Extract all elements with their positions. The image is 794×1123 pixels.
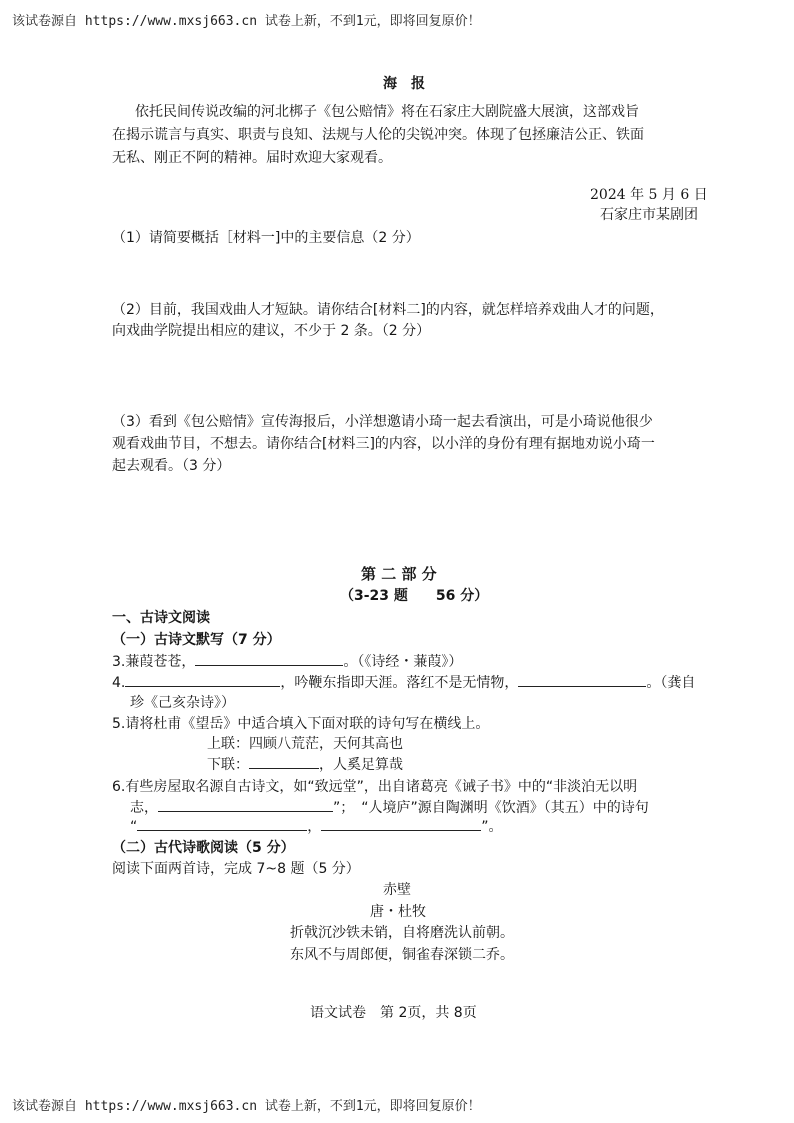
q3-prefix: 3.蒹葭苍苍， [112,654,196,670]
q4-prefix: 4. [112,675,126,691]
q3-suffix: 。（《诗经・蒹葭》） [343,654,463,670]
watermark-url[interactable]: https://www.mxsj663.cn [84,14,258,29]
question-3-dictation [112,652,462,672]
poetry-intro: 阅读下面两首诗，完成 7~8 题（5 分） [112,861,360,877]
question-6-line-1: 6.有些房屋取名源自古诗文，如“致远堂”，出自诸葛亮《诫子书》中的“非淡泊无以明 [112,779,638,795]
q5-answer-blank[interactable] [249,756,319,769]
watermark-promo-bottom: 试卷上新，不到1元，即将回复原价！ [264,1099,481,1114]
question-3-line-2: 观看戏曲节目，不想去。请你结合[材料三]的内容，以小洋的身份有理有据地劝说小琦一 [112,436,655,452]
q6-answer-blank-2[interactable] [137,818,307,831]
q4-mid: ，吟鞭东指即天涯。落红不是无情物， [280,675,519,691]
part2-heading: 第 二 部 分 [361,565,437,583]
question-5: 5.请将杜甫《望岳》中适合填入下面对联的诗句写在横线上。 [112,716,490,732]
poster-body-line-3: 无私、刚正不阿的精神。届时欢迎大家观看。 [112,150,392,166]
watermark-source-label-bottom: 该试卷源自 [12,1099,78,1114]
q4-suffix: 。（龚自 [646,675,696,691]
top-watermark [12,10,481,29]
page-footer: 语文试卷 第 2页，共 8页 [310,1005,477,1021]
question-4-line-2: 珍《己亥杂诗》） [130,695,235,711]
couplet-lower [207,755,403,775]
question-6-line-2 [130,798,649,818]
q4-answer-blank-2[interactable] [518,674,646,687]
question-1: （1）请简要概括［材料一]中的主要信息（2 分） [112,230,420,246]
watermark-url-bottom[interactable]: https://www.mxsj663.cn [84,1099,258,1114]
subsection-poetry-reading: （二）古代诗歌阅读（5 分） [112,840,295,856]
question-4-line-1 [112,673,695,693]
poster-date: 2024 年 5 月 6 日 [590,187,708,203]
q3-answer-blank[interactable] [195,653,343,666]
poem-author: 唐・杜牧 [370,904,426,920]
q6-answer-blank-1[interactable] [158,799,333,812]
watermark-source-label: 该试卷源自 [12,14,78,29]
poem-line-1: 折戟沉沙铁未销，自将磨洗认前朝。 [290,925,514,941]
couplet-upper: 上联：四顾八荒茫，天何其高也 [207,736,403,752]
poem-title: 赤壁 [383,882,411,898]
q6-line3-prefix: “ [130,819,138,835]
question-2-line-2: 向戏曲学院提出相应的建议，不少于 2 条。（2 分） [112,323,431,339]
q6-line3-mid: ， [307,819,322,835]
question-6-line-3 [130,817,503,837]
watermark-promo: 试卷上新，不到1元，即将回复原价！ [264,14,481,29]
poster-title: 海 报 [383,76,425,92]
q6-answer-blank-3[interactable] [321,818,481,831]
poster-body-line-1: 依托民间传说改编的河北梆子《包公赔情》将在石家庄大剧院盛大展演，这部戏旨 [135,104,639,120]
subsection-dictation: （一）古诗文默写（7 分） [112,632,281,648]
couplet-lower-prefix: 下联： [207,757,249,773]
question-3-line-3: 起去观看。（3 分） [112,458,231,474]
poem-line-2: 东风不与周郎便，铜雀春深锁二乔。 [290,947,514,963]
q6-line2-mid: ”； “人境庐”源自陶渊明《饮酒》（其五）中的诗句 [333,800,649,816]
q6-line2-prefix: 志， [130,800,158,816]
question-2-line-1: （2）目前，我国戏曲人才短缺。请你结合[材料二]的内容，就怎样培养戏曲人才的问题， [112,302,664,318]
q4-answer-blank-1[interactable] [125,674,280,687]
poster-org: 石家庄市某剧团 [600,207,698,223]
section-ancient-poetry: 一、古诗文阅读 [112,610,210,626]
couplet-lower-suffix: ，人奚足算哉 [319,757,403,773]
q6-line3-suffix: ”。 [481,819,503,835]
part2-subheading: （3-23 题 56 分） [340,588,489,604]
bottom-watermark [12,1095,481,1114]
poster-body-line-2: 在揭示谎言与真实、职责与良知、法规与人伦的尖锐冲突。体现了包拯廉洁公正、铁面 [112,127,644,143]
question-3-line-1: （3）看到《包公赔情》宣传海报后，小洋想邀请小琦一起去看演出，可是小琦说他很少 [112,414,653,430]
